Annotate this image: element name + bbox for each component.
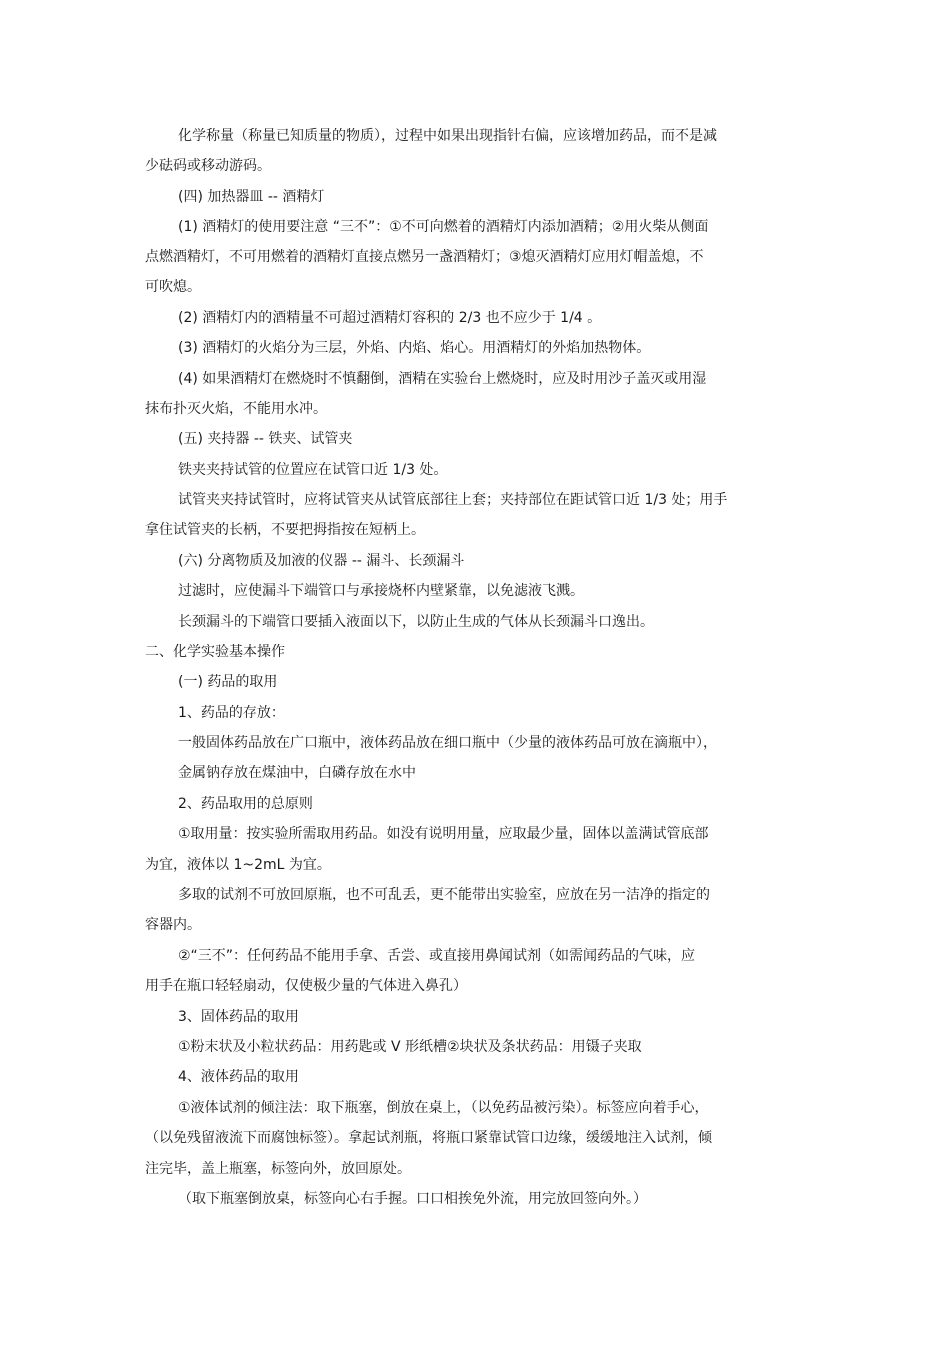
text-line: (2) 酒精灯内的酒精量不可超过酒精灯容积的 2/3 也不应少于 1/4 。 <box>178 310 602 326</box>
text-line: 多取的试剂不可放回原瓶，也不可乱丢，更不能带出实验室，应放在另一洁净的指定的 <box>178 887 710 903</box>
text-line: 容器内。 <box>145 917 201 933</box>
subsection-heading: 1、药品的存放： <box>178 705 285 721</box>
text-line: 少砝码或移动游码。 <box>145 158 271 174</box>
mnemonic-line: （取下瓶塞倒放桌，标签向心右手握。口口相挨免外流，用完放回签向外。） <box>178 1191 647 1207</box>
text-line: (3) 酒精灯的火焰分为三层，外焰、内焰、焰心。用酒精灯的外焰加热物体。 <box>178 340 651 356</box>
text-line: 抹布扑灭火焰，不能用水冲。 <box>145 401 327 417</box>
text-line: ①粉末状及小粒状药品：用药匙或 V 形纸槽②块状及条状药品：用镊子夹取 <box>178 1039 642 1055</box>
text-line: 可吹熄。 <box>145 279 201 295</box>
text-line: 用手在瓶口轻轻扇动，仅使极少量的气体进入鼻孔） <box>145 978 467 994</box>
text-line: (4) 如果酒精灯在燃烧时不慎翻倒，酒精在实验台上燃烧时，应及时用沙子盖灭或用湿 <box>178 371 707 387</box>
text-line: 金属钠存放在煤油中，白磷存放在水中 <box>178 765 416 781</box>
section-heading: (四) 加热器皿 -- 酒精灯 <box>178 189 325 205</box>
text-line: 拿住试管夹的长柄，不要把拇指按在短柄上。 <box>145 522 425 538</box>
text-line: ①液体试剂的倾注法：取下瓶塞，倒放在桌上，（以免药品被污染）。标签应向着手心， <box>178 1100 709 1116</box>
chapter-heading: 二、化学实验基本操作 <box>145 644 285 660</box>
text-line: ①取用量：按实验所需取用药品。如没有说明用量，应取最少量，固体以盖满试管底部 <box>178 826 709 842</box>
section-heading: (一) 药品的取用 <box>178 674 278 690</box>
text-line: (1) 酒精灯的使用要注意 “三不”：①不可向燃着的酒精灯内添加酒精；②用火柴从侧面 <box>178 219 709 235</box>
section-heading: (五) 夹持器 -- 铁夹、试管夹 <box>178 431 353 447</box>
text-line: 长颈漏斗的下端管口要插入液面以下，以防止生成的气体从长颈漏斗口逸出。 <box>178 614 654 630</box>
text-line: ②“三不”：任何药品不能用手拿、舌尝、或直接用鼻闻试剂（如需闻药品的气味，应 <box>178 948 696 964</box>
text-line: 一般固体药品放在广口瓶中，液体药品放在细口瓶中（少量的液体药品可放在滴瓶中）， <box>178 735 717 751</box>
section-heading: (六) 分离物质及加液的仪器 -- 漏斗、长颈漏斗 <box>178 553 465 569</box>
text-line: 为宜，液体以 1~2mL 为宜。 <box>145 857 331 873</box>
text-line: 铁夹夹持试管的位置应在试管口近 1/3 处。 <box>178 462 448 478</box>
text-line: 点燃酒精灯，不可用燃着的酒精灯直接点燃另一盏酒精灯；③熄灭酒精灯应用灯帽盖熄，不 <box>145 249 704 265</box>
text-line: 注完毕，盖上瓶塞，标签向外，放回原处。 <box>145 1161 411 1177</box>
text-line: 化学称量（称量已知质量的物质），过程中如果出现指针右偏，应该增加药品，而不是减 <box>178 128 717 144</box>
text-line: 过滤时，应使漏斗下端管口与承接烧杯内壁紧靠，以免滤液飞溅。 <box>178 583 584 599</box>
text-line: 试管夹夹持试管时，应将试管夹从试管底部往上套；夹持部位在距试管口近 1/3 处；用手 <box>178 492 728 508</box>
subsection-heading: 4、液体药品的取用 <box>178 1069 299 1085</box>
subsection-heading: 2、药品取用的总原则 <box>178 796 313 812</box>
text-line: （以免残留液流下而腐蚀标签）。拿起试剂瓶，将瓶口紧靠试管口边缘，缓缓地注入试剂，倾 <box>145 1130 712 1146</box>
subsection-heading: 3、固体药品的取用 <box>178 1009 299 1025</box>
